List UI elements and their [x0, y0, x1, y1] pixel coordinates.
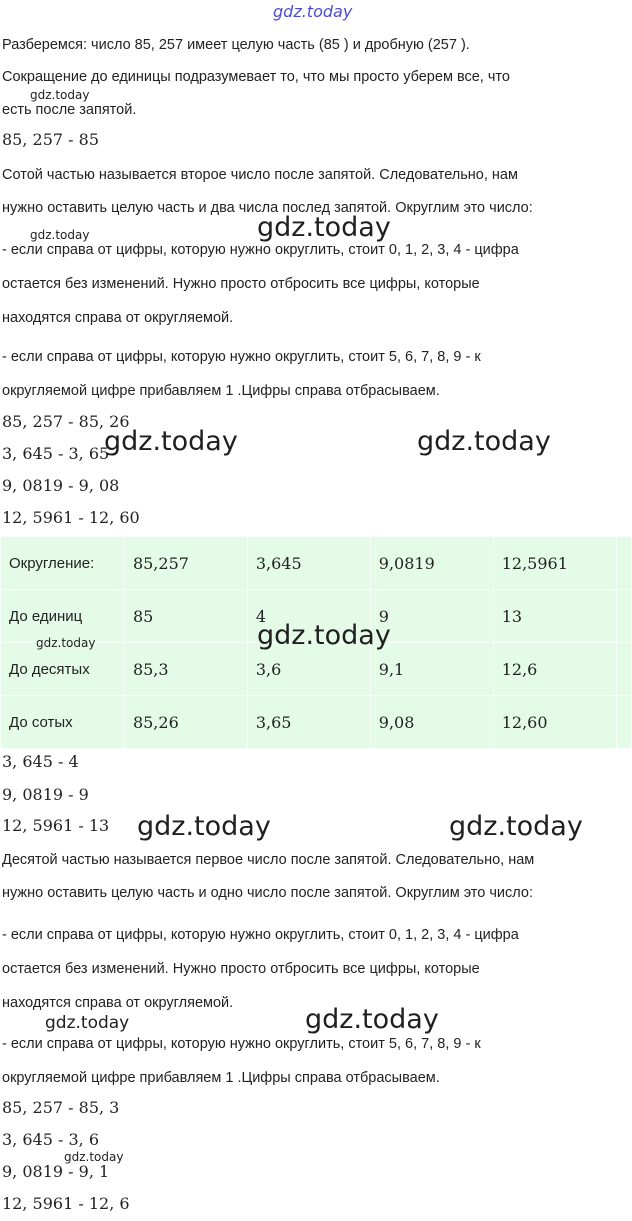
table-cell: 4	[247, 590, 370, 643]
rule-paragraph: находятся справа от округляемой.	[2, 310, 234, 326]
example-line: 85, 257 - 85, 3	[2, 1098, 120, 1117]
example-line: 85, 257 - 85, 26	[2, 412, 130, 431]
table-cell: 9,08	[370, 696, 493, 749]
example-line: 12, 5961 - 12, 6	[2, 1194, 130, 1213]
watermark: gdz.today	[45, 1013, 130, 1033]
rule-paragraph: Сотой частью называется второе число после запятой. Следовательно, нам	[2, 167, 518, 183]
table-spacer	[616, 696, 631, 749]
rule-paragraph: округляемой цифре прибавляем 1 .Цифры справа отбрасываем.	[2, 383, 440, 399]
table-cell: 3,645	[247, 537, 370, 590]
example-line: 85, 257 - 85	[2, 130, 100, 149]
table-spacer	[616, 643, 631, 696]
rule-paragraph: нужно оставить целую часть и одно число после запятой. Округлим это число:	[2, 885, 533, 901]
watermark: gdz.today	[449, 811, 583, 842]
table-cell: 9	[370, 590, 493, 643]
example-line: 9, 0819 - 9, 08	[2, 476, 120, 495]
example-line: 9, 0819 - 9, 1	[2, 1162, 110, 1181]
example-line: 3, 645 - 4	[2, 752, 79, 771]
watermark: gdz.today	[417, 426, 551, 457]
rule-paragraph: находятся справа от округляемой.	[2, 995, 234, 1011]
table-row-label: До десятых	[1, 643, 125, 696]
intro-paragraph: Разберемся: число 85, 257 имеет целую часть (85 ) и дробную (257 ).	[2, 37, 470, 53]
watermark-top: gdz.today	[273, 2, 353, 21]
table-cell: 85,3	[124, 643, 247, 696]
table-row	[1, 696, 632, 749]
watermark: gdz.today	[137, 811, 271, 842]
table-cell: 85	[124, 590, 247, 643]
table-row	[1, 537, 632, 590]
watermark: gdz.today	[104, 426, 238, 457]
example-line: 9, 0819 - 9	[2, 785, 89, 804]
table-cell: 13	[493, 590, 616, 643]
intro-paragraph: есть после запятой.	[2, 102, 137, 118]
example-line: 3, 645 - 3, 6	[2, 1130, 99, 1149]
rule-paragraph: - если справа от цифры, которую нужно округлить, стоит 5, 6, 7, 8, 9 - к	[2, 1036, 481, 1052]
table-cell: 12,60	[493, 696, 616, 749]
rule-paragraph: остается без изменений. Нужно просто отбросить все цифры, которые	[2, 961, 480, 977]
table-row-label: Округление:	[1, 537, 125, 590]
rule-paragraph: остается без изменений. Нужно просто отбросить все цифры, которые	[2, 276, 480, 292]
watermark: gdz.today	[30, 88, 90, 102]
watermark: gdz.today	[257, 212, 391, 243]
watermark: gdz.today	[30, 228, 90, 242]
intro-paragraph: Сокращение до единицы подразумевает то, что мы просто уберем все, что	[2, 69, 510, 85]
rule-paragraph: - если справа от цифры, которую нужно округлить, стоит 5, 6, 7, 8, 9 - к	[2, 349, 481, 365]
example-line: 12, 5961 - 13	[2, 816, 110, 835]
table-spacer	[616, 590, 631, 643]
table-spacer	[616, 537, 631, 590]
table-cell: 3,65	[247, 696, 370, 749]
watermark: gdz.today	[257, 620, 391, 651]
table-cell: 9,0819	[370, 537, 493, 590]
table-row-label: До единиц	[1, 590, 125, 643]
example-line: 3, 645 - 3, 65	[2, 444, 110, 463]
example-line: 12, 5961 - 12, 60	[2, 508, 140, 527]
table-cell: 85,26	[124, 696, 247, 749]
rule-paragraph: - если справа от цифры, которую нужно округлить, стоит 0, 1, 2, 3, 4 - цифра	[2, 242, 519, 258]
rule-paragraph: - если справа от цифры, которую нужно округлить, стоит 0, 1, 2, 3, 4 - цифра	[2, 927, 519, 943]
watermark: gdz.today	[305, 1004, 439, 1035]
table-row-label: До сотых	[1, 696, 125, 749]
rule-paragraph: Десятой частью называется первое число после запятой. Следовательно, нам	[2, 852, 535, 868]
table-cell: 3,6	[247, 643, 370, 696]
rule-paragraph: округляемой цифре прибавляем 1 .Цифры справа отбрасываем.	[2, 1070, 440, 1086]
watermark: gdz.today	[36, 636, 96, 650]
table-cell: 85,257	[124, 537, 247, 590]
table-cell: 9,1	[370, 643, 493, 696]
table-cell: 12,6	[493, 643, 616, 696]
rule-paragraph: нужно оставить целую часть и два числа послед запятой. Округлим это число:	[2, 200, 533, 216]
table-cell: 12,5961	[493, 537, 616, 590]
watermark: gdz.today	[64, 1150, 124, 1164]
